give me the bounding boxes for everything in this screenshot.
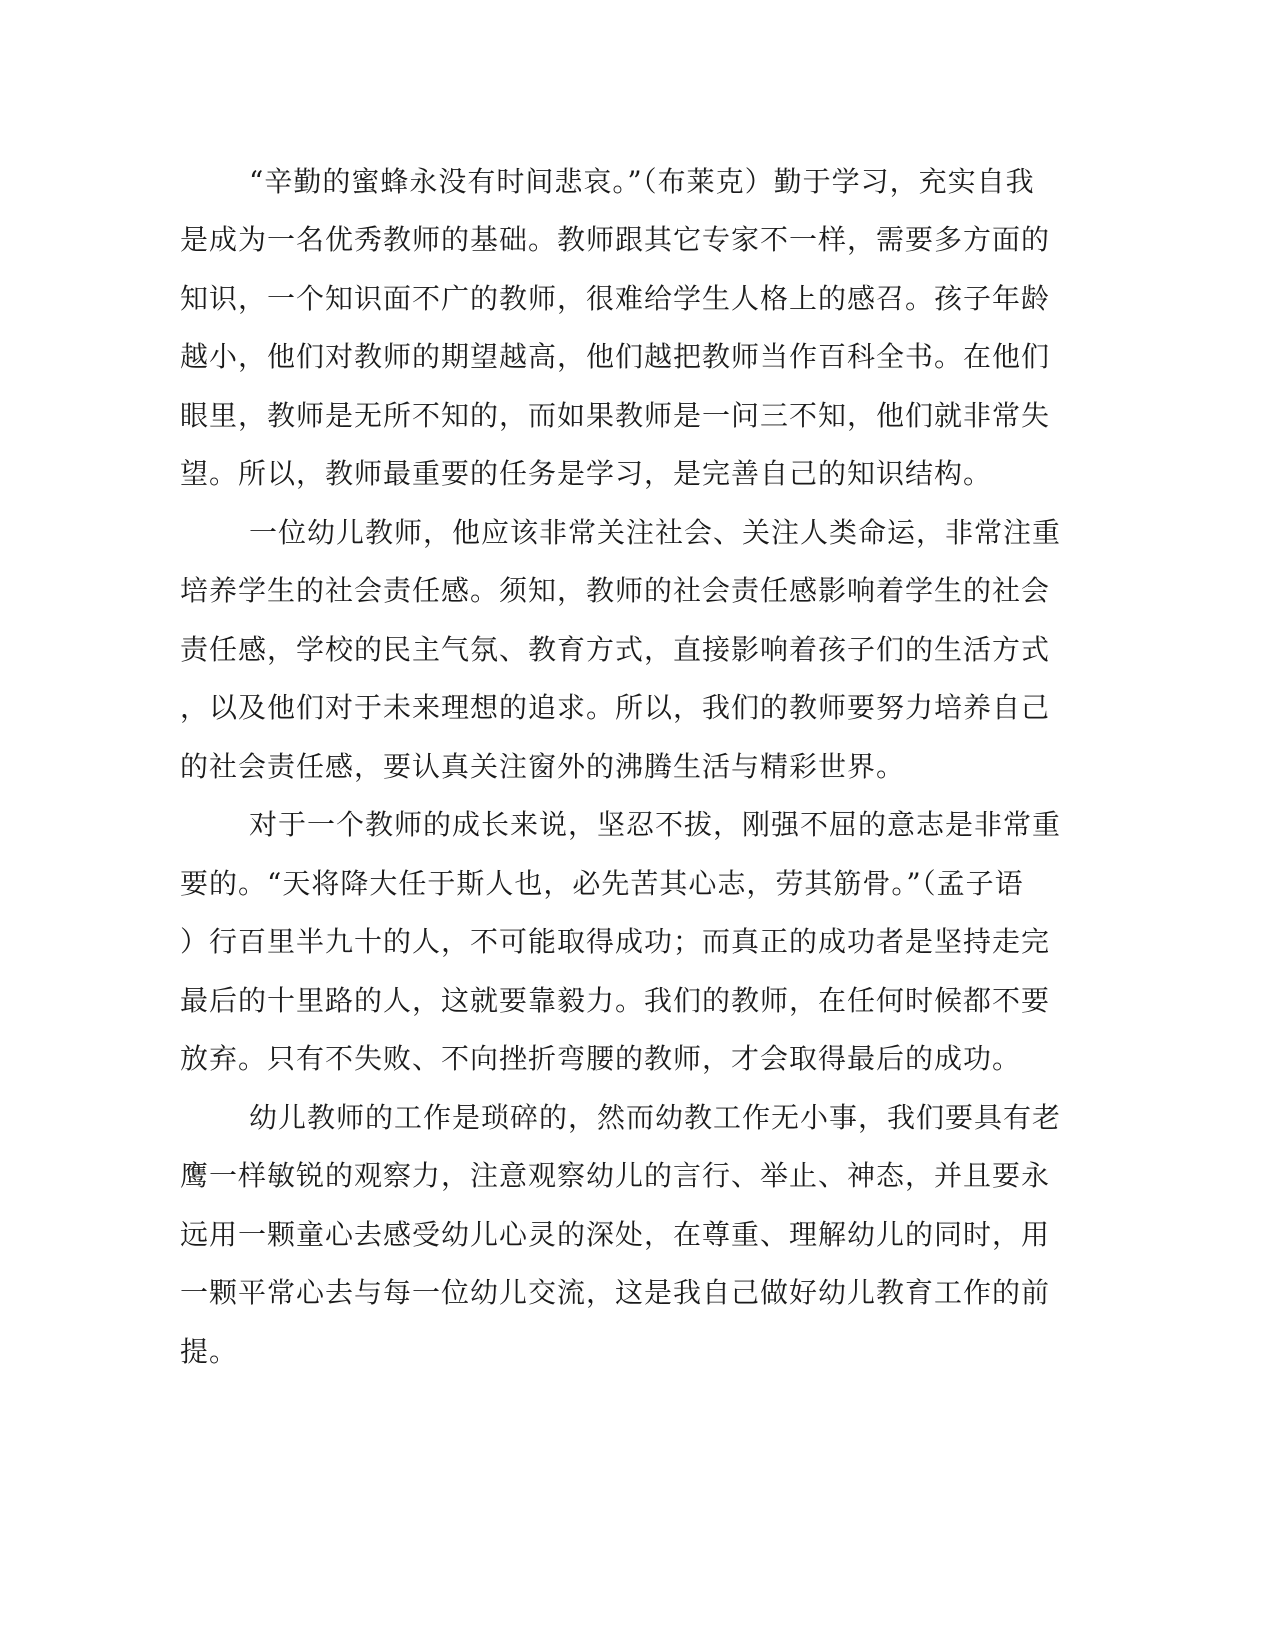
paragraph-2-line-1: 一位幼儿教师，他应该非常关注社会、关注人类命运，非常注重 <box>249 516 1062 549</box>
paragraph-4-line-5: 提。 <box>180 1335 239 1368</box>
paragraph-3-line-3: ）行百里半九十的人，不可能取得成功；而真正的成功者是坚持走完 <box>180 925 1051 958</box>
paragraph-1-line-1: “辛勤的蜜蜂永没有时间悲哀。”（布莱克）勤于学习，充实自我 <box>249 165 1035 198</box>
paragraph-2-line-5: 的社会责任感，要认真关注窗外的沸腾生活与精彩世界。 <box>180 750 906 783</box>
paragraph-2-line-2: 培养学生的社会责任感。须知，教师的社会责任感影响着学生的社会 <box>180 574 1051 607</box>
paragraph-2-line-3: 责任感，学校的民主气氛、教育方式，直接影响着孩子们的生活方式 <box>180 633 1051 666</box>
paragraph-4-line-1: 幼儿教师的工作是琐碎的，然而幼教工作无小事，我们要具有老 <box>249 1101 1062 1134</box>
paragraph-4-line-4: 一颗平常心去与每一位幼儿交流，这是我自己做好幼儿教育工作的前 <box>180 1276 1051 1309</box>
paragraph-1-line-5: 眼里，教师是无所不知的，而如果教师是一问三不知，他们就非常失 <box>180 399 1051 432</box>
paragraph-3-line-4: 最后的十里路的人，这就要靠毅力。我们的教师，在任何时候都不要 <box>180 984 1051 1017</box>
paragraph-3-line-5: 放弃。只有不失败、不向挫折弯腰的教师，才会取得最后的成功。 <box>180 1042 1022 1075</box>
paragraph-4-line-3: 远用一颗童心去感受幼儿心灵的深处，在尊重、理解幼儿的同时，用 <box>180 1218 1051 1251</box>
paragraph-1-line-2: 是成为一名优秀教师的基础。教师跟其它专家不一样，需要多方面的 <box>180 223 1051 256</box>
paragraph-3-line-1: 对于一个教师的成长来说，坚忍不拔，刚强不屈的意志是非常重 <box>249 808 1062 841</box>
paragraph-1-line-3: 知识，一个知识面不广的教师，很难给学生人格上的感召。孩子年龄 <box>180 282 1051 315</box>
paragraph-1-line-6: 望。所以，教师最重要的任务是学习，是完善自己的知识结构。 <box>180 457 993 490</box>
paragraph-2-line-4: ，以及他们对于未来理想的追求。所以，我们的教师要努力培养自己 <box>180 691 1051 724</box>
paragraph-1-line-4: 越小，他们对教师的期望越高，他们越把教师当作百科全书。在他们 <box>180 340 1051 373</box>
paragraph-4-line-2: 鹰一样敏锐的观察力，注意观察幼儿的言行、举止、神态，并且要永 <box>180 1159 1051 1192</box>
paragraph-3-line-2: 要的。“天将降大任于斯人也，必先苦其心志，劳其筋骨。”（孟子语 <box>180 867 1024 900</box>
